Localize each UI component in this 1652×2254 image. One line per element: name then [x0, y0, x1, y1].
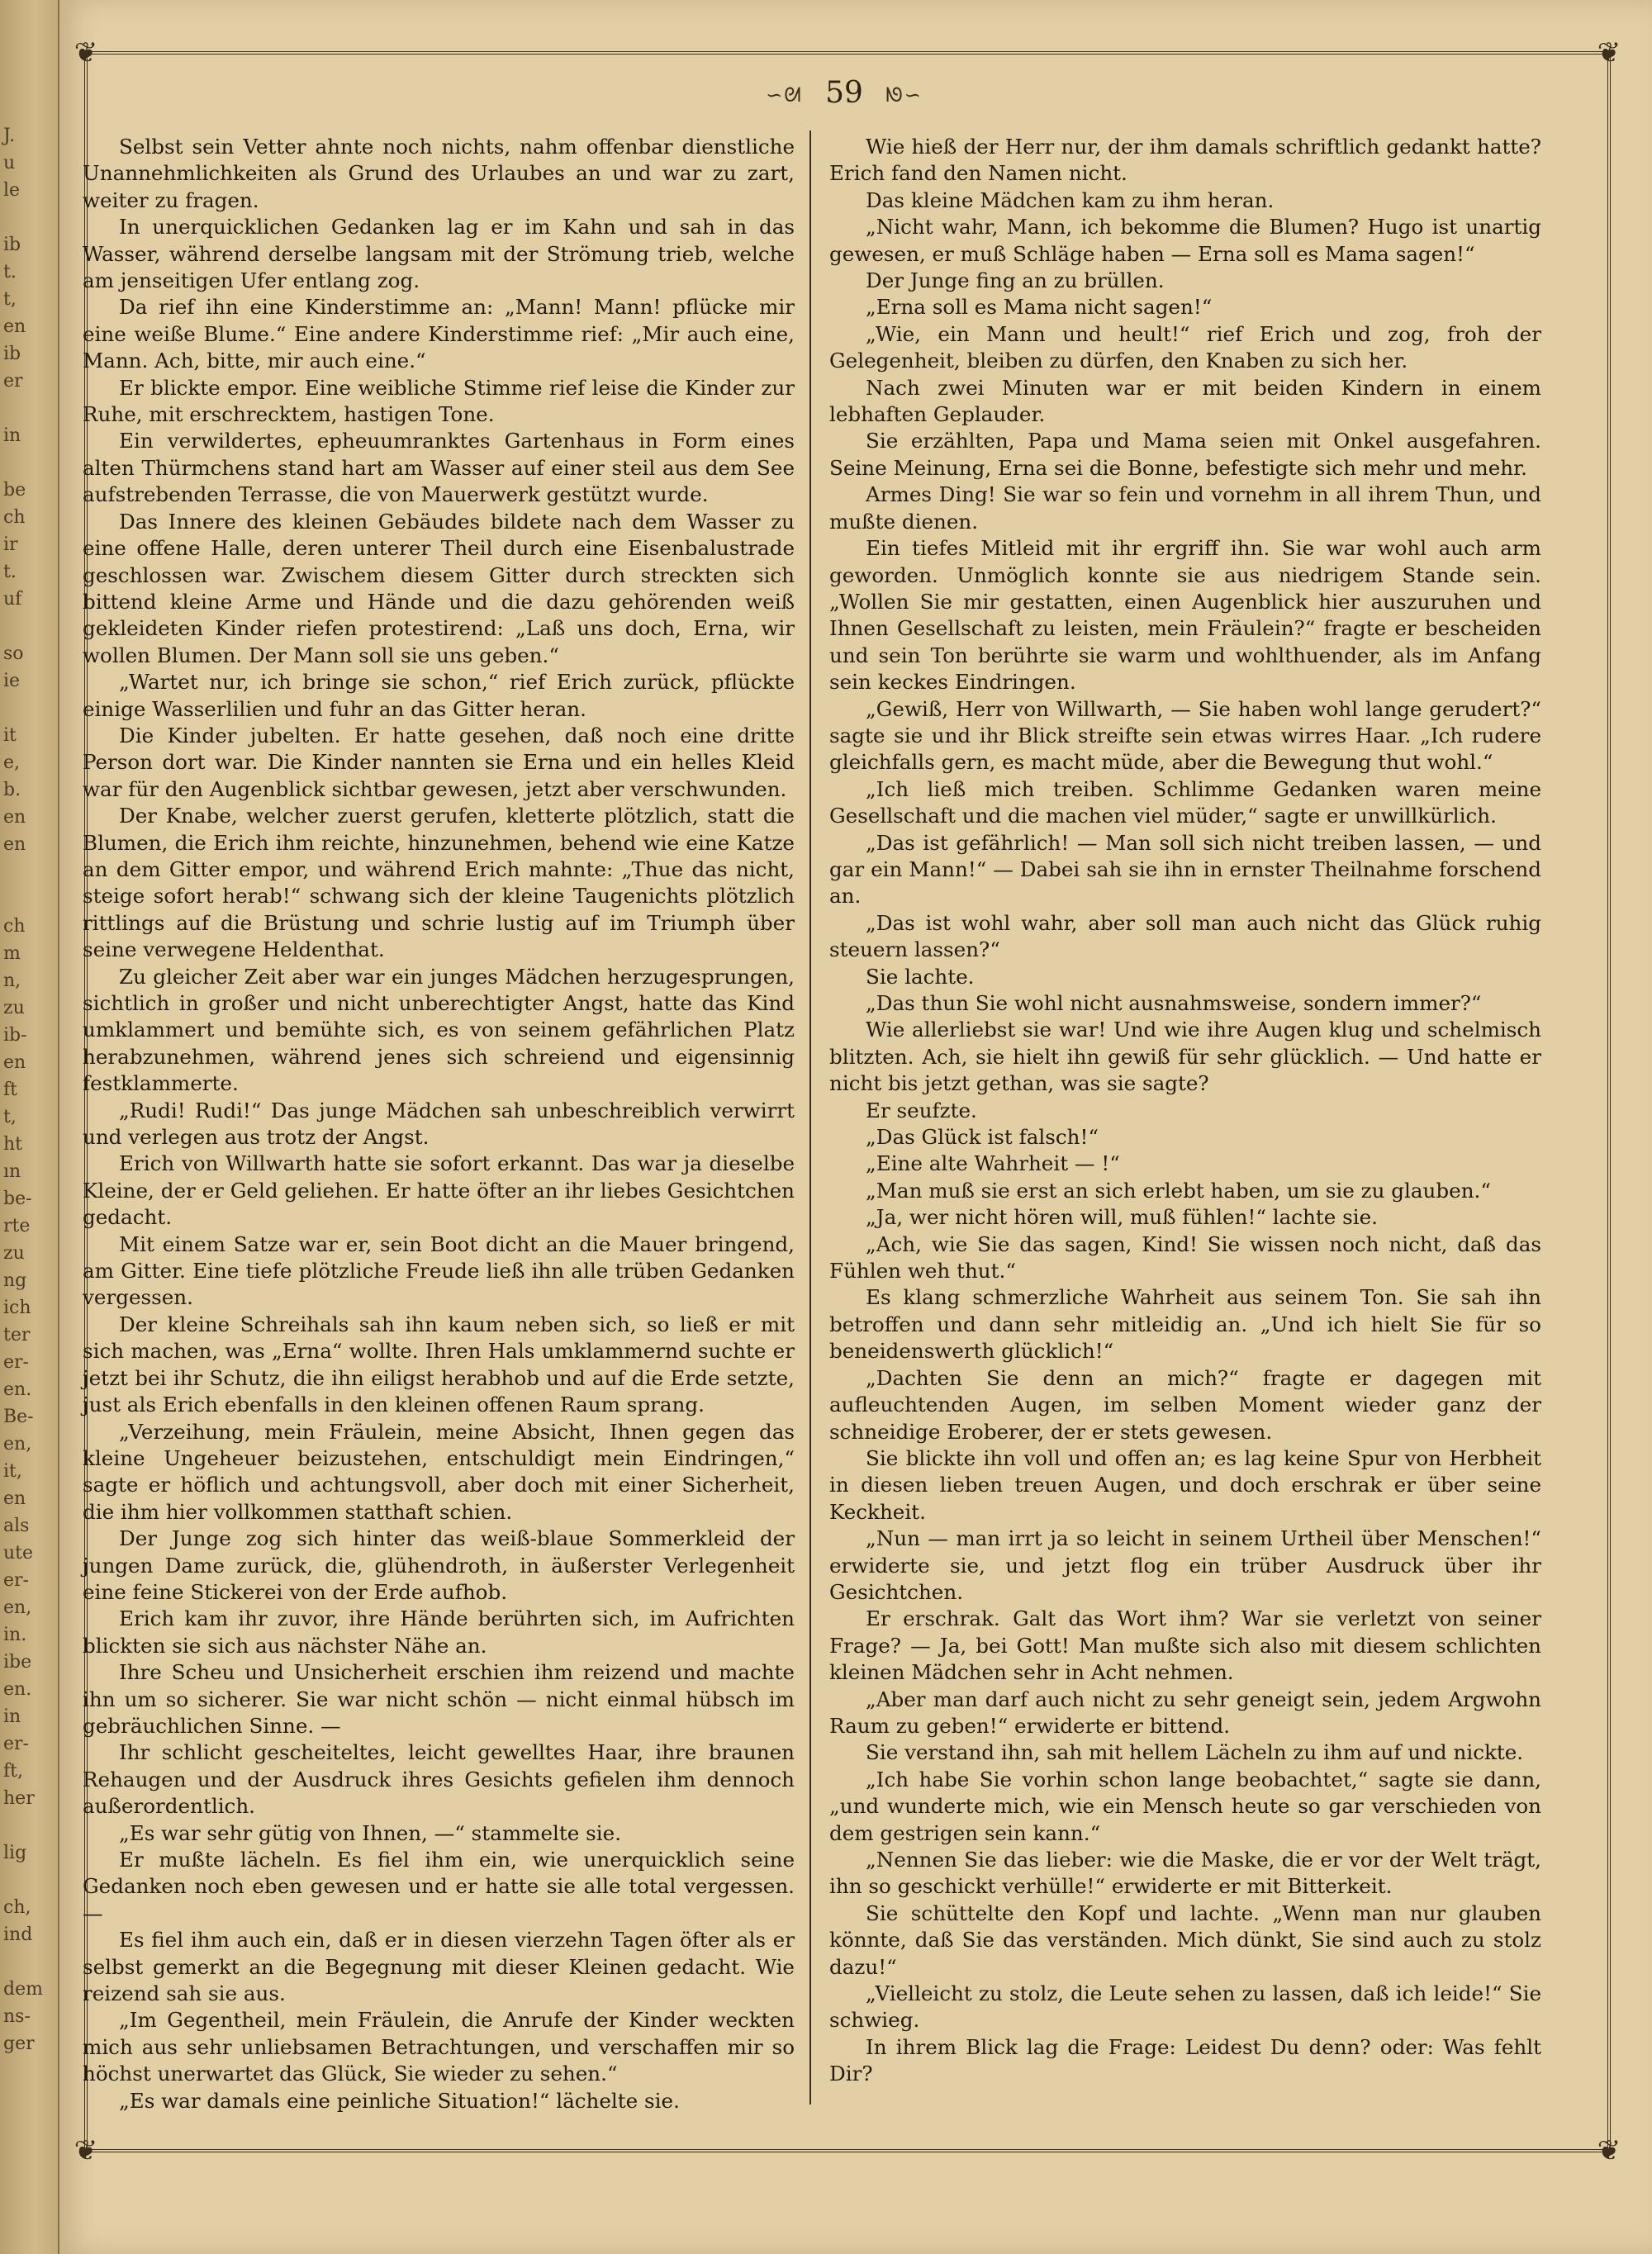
- paragraph: Mit einem Satze war er, sein Boot dicht an die Mauer bringend, am Gitter. Eine tiefe plötzliche Freude ließ ihn alle trüben Gedanken vergessen.: [83, 1231, 795, 1310]
- margin-fragment: ib: [3, 235, 21, 255]
- margin-fragment: u: [3, 153, 16, 173]
- paragraph: „Im Gegentheil, mein Fräulein, die Anrufe der Kinder weckten mich aus sehr unliebsamen Betrachtungen, und verschaffen mir so höchst unerwartet das Glück, Sie wieder zu sehen.“: [83, 2008, 795, 2086]
- margin-fragment: Be-: [3, 1407, 34, 1427]
- margin-fragment: rte: [3, 1216, 31, 1236]
- paragraph: Es klang schmerzliche Wahrheit aus seinem Ton. Sie sah ihn betroffen und dann sehr mitleidig an. „Und ich hielt Sie für so beneidenswerth glücklich!“: [829, 1285, 1541, 1364]
- ornament-left-icon: ∽ᘛ: [766, 83, 803, 107]
- paragraph: Ein tiefes Mitleid mit ihr ergriff ihn. Sie war wohl auch arm geworden. Unmöglich konnte sie aus niedrigem Stande sein. „Wollen Sie mir gestatten, einen Augenblick hier auszuruhen und Ihnen Gesellschaft zu leisten, mein Fräulein?“ fragte er bescheiden und sein Ton berührte sie warm und wohlthuender, als im Anfang sein keckes Eindringen.: [829, 536, 1541, 695]
- margin-fragment: lig: [3, 1843, 27, 1863]
- paragraph: „Eine alte Wahrheit — !“: [866, 1151, 1120, 1176]
- margin-fragment: en,: [3, 1597, 32, 1618]
- margin-fragment: en.: [3, 1679, 32, 1700]
- paragraph: Sie blickte ihn voll und offen an; es lag keine Spur von Herbheit in diesen lieben treuen Augen, und doch erschrak er über seine Keckheit.: [829, 1445, 1541, 1524]
- margin-fragment: ın: [3, 1161, 21, 1182]
- margin-fragment: t,: [3, 289, 17, 310]
- right-text-column: [829, 134, 1541, 2100]
- margin-fragment: le: [3, 180, 21, 201]
- paragraph: Der Junge zog sich hinter das weiß-blaue Sommerkleid der jungen Dame zurück, die, glühendroth, in äußerster Verlegenheit eine feine Stickerei von der Erde aufhob.: [83, 1526, 795, 1604]
- paragraph: „Vielleicht zu stolz, die Leute sehen zu lassen, daß ich leide!“ Sie schwieg.: [829, 1981, 1541, 2033]
- paragraph: Erich von Willwarth hatte sie sofort erkannt. Das war ja dieselbe Kleine, der er Geld geliehen. Er hatte öfter an ihr liebes Gesichtchen gedacht.: [83, 1151, 795, 1230]
- paragraph: Der kleine Schreihals sah ihn kaum neben sich, so ließ er mit sich machen, was „Erna“ wollte. Ihren Hals umklammernd suchte er jetzt bei ihr Schutz, die ihn eiligst herabhob und auf die Erde setzte, just als Erich ebenfalls in den kleinen offenen Raum sprang.: [83, 1312, 795, 1417]
- paragraph: „Nicht wahr, Mann, ich bekomme die Blumen? Hugo ist unartig gewesen, er muß Schläge haben — Erna soll es Mama sagen!“: [829, 215, 1541, 266]
- margin-fragment: ng: [3, 1270, 27, 1291]
- margin-fragment: ft: [3, 1080, 17, 1100]
- paragraph: Es fiel ihm auch ein, daß er in diesen vierzehn Tagen öfter als er selbst gemerkt an die Begegnung mit dieser Kleinen gedacht. Wie reizend sah sie aus.: [83, 1928, 795, 2006]
- paragraph: Nach zwei Minuten war er mit beiden Kindern in einem lebhaften Geplauder.: [829, 375, 1541, 427]
- paragraph: In unerquicklichen Gedanken lag er im Kahn und sah in das Wasser, während derselbe langsam mit der Strömung trieb, welche am jenseitigen Ufer entlang zog.: [83, 215, 795, 293]
- margin-fragment: er-: [3, 1734, 29, 1754]
- margin-fragment: en: [3, 834, 26, 855]
- paragraph: „Ja, wer nicht hören will, muß fühlen!“ lachte sie.: [866, 1205, 1378, 1230]
- margin-fragment: dem: [3, 1979, 43, 2000]
- margin-fragment: en: [3, 807, 26, 828]
- margin-fragment: ft,: [3, 1761, 23, 1782]
- paragraph: Erich kam ihr zuvor, ihre Hände berührten sich, im Aufrichten blickten sie sich aus nächster Nähe an.: [83, 1606, 795, 1658]
- paragraph: Da rief ihn eine Kinderstimme an: „Mann! Mann! pflücke mir eine weiße Blume.“ Eine andere Kinderstimme rief: „Mir auch eine, Mann. Ach, bitte, mir auch eine.“: [83, 295, 795, 373]
- paragraph: Ein verwildertes, epheuumranktes Gartenhaus in Form eines alten Thürmchens stand hart am Wasser auf einer steil aus dem See aufstrebenden Terrasse, die von Mauerwerk gestützt wurde.: [83, 429, 795, 507]
- margin-fragment: t.: [3, 262, 17, 282]
- corner-ornament-top-left: ❦: [74, 36, 98, 69]
- margin-fragment: b.: [3, 780, 21, 800]
- margin-fragment: it: [3, 725, 17, 746]
- margin-fragment: her: [3, 1788, 35, 1809]
- paragraph: „Rudi! Rudi!“ Das junge Mädchen sah unbeschreiblich verwirrt und verlegen aus trotz der Angst.: [83, 1098, 795, 1150]
- margin-fragment: zu: [3, 998, 25, 1018]
- margin-fragment: in: [3, 1706, 21, 1727]
- margin-fragment: er-: [3, 1570, 29, 1591]
- margin-fragment: ger: [3, 2033, 35, 2054]
- margin-fragment: en,: [3, 1434, 32, 1454]
- margin-fragment: ute: [3, 1543, 34, 1564]
- paragraph: „Es war damals eine peinliche Situation!“ lächelte sie.: [119, 2088, 680, 2113]
- margin-fragment: ch: [3, 507, 26, 528]
- paragraph: „Erna soll es Mama nicht sagen!“: [866, 295, 1213, 320]
- margin-fragment: be: [3, 480, 26, 501]
- paragraph: Der Knabe, welcher zuerst gerufen, kletterte plötzlich, statt die Blumen, die Erich ihm reichte, hinzunehmen, behend wie eine Katze an dem Gitter empor, und während Erich mahnte: „Thue das nicht, steige sofort herab!“ schwang sich der kleine Taugenichts plötzlich rittlings auf die Brüstung und schrie lustig auf im Triumph über seine verwegene Heldenthat.: [83, 804, 795, 962]
- margin-fragment: ht: [3, 1134, 23, 1155]
- paragraph: „Ich habe Sie vorhin schon lange beobachtet,“ sagte sie dann, „und wunderte mich, wie ein Mensch heute so gar verschieden von dem gestrigen sein kann.“: [829, 1767, 1541, 1845]
- margin-fragment: en: [3, 316, 26, 337]
- margin-fragment: ter: [3, 1325, 31, 1345]
- paragraph: „Ach, wie Sie das sagen, Kind! Sie wissen noch nicht, daß das Fühlen weh thut.“: [829, 1231, 1541, 1284]
- margin-fragment: in: [3, 425, 21, 446]
- margin-fragment: ind: [3, 1924, 33, 1945]
- paragraph: Er seufzte.: [866, 1098, 977, 1122]
- margin-fragment: n,: [3, 970, 21, 991]
- margin-fragment: e,: [3, 752, 21, 773]
- margin-fragment: zu: [3, 1243, 25, 1264]
- paragraph: Sie verstand ihn, sah mit hellem Lächeln zu ihm auf und nickte.: [866, 1740, 1524, 1765]
- margin-fragment: it,: [3, 1461, 22, 1482]
- margin-fragment: t,: [3, 1107, 17, 1127]
- margin-fragment: en: [3, 1052, 26, 1073]
- margin-fragment: be-: [3, 1189, 32, 1209]
- paragraph: Der Junge fing an zu brüllen.: [866, 268, 1165, 293]
- paragraph: In ihrem Blick lag die Frage: Leidest Du denn? oder: Was fehlt Dir?: [829, 2034, 1541, 2086]
- corner-ornament-top-right: ❦: [1597, 36, 1621, 69]
- paragraph: Das Innere des kleinen Gebäudes bildete nach dem Wasser zu eine offene Halle, deren unterer Theil durch eine Eisenbalustrade geschlossen war. Zwischem diesem Gitter durch streckten sich bittend kleine Arme und Hände und die dazu gehörenden weiß gekleideten Kinder riefen protestirend: „Laß uns doch, Erna, wir wollen Blumen. Der Mann soll sie uns geben.“: [83, 509, 795, 667]
- paragraph: Er erschrak. Galt das Wort ihm? War sie verletzt von seiner Frage? — Ja, bei Gott! Man mußte sich also mit diesem schlichten kleinen Mädchen sehr in Acht nehmen.: [829, 1606, 1541, 1685]
- margin-fragment: ich: [3, 1298, 31, 1318]
- paragraph: „Das Glück ist falsch!“: [866, 1125, 1099, 1150]
- paragraph: Ihre Scheu und Unsicherheit erschien ihm reizend und machte ihn um so sicherer. Sie war nicht schön — nicht einmal hübsch im gebräuchlichen Sinne. —: [83, 1660, 795, 1738]
- margin-fragment: ibe: [3, 1652, 32, 1673]
- margin-fragment: als: [3, 1516, 30, 1536]
- margin-fragment: en.: [3, 1379, 32, 1400]
- margin-fragment: ib: [3, 344, 21, 364]
- paragraph: „Ich ließ mich treiben. Schlimme Gedanken waren meine Gesellschaft und die machen viel müder,“ sagte er unwillkürlich.: [829, 776, 1541, 828]
- paragraph: „Man muß sie erst an sich erlebt haben, um sie zu glauben.“: [866, 1178, 1491, 1203]
- paragraph: Sie erzählten, Papa und Mama seien mit Onkel ausgefahren. Seine Meinung, Erna sei die Bonne, befestigte sich mehr und mehr.: [829, 429, 1541, 480]
- paragraph: „Es war sehr gütig von Ihnen, —“ stammelte sie.: [119, 1820, 622, 1845]
- corner-ornament-bottom-left: ❦: [74, 2134, 98, 2167]
- paragraph: „Das ist gefährlich! — Man soll sich nicht treiben lassen, — und gar ein Mann!“ — Dabei sah sie ihn in ernster Theilnahme forschend an.: [829, 830, 1541, 909]
- corner-ornament-bottom-right: ❦: [1597, 2134, 1621, 2167]
- margin-fragment: ns-: [3, 2006, 31, 2027]
- margin-fragment: in.: [3, 1625, 27, 1645]
- paragraph: Selbst sein Vetter ahnte noch nichts, nahm offenbar dienstliche Unannehmlichkeiten als Grund des Urlaubes an und war zu zart, weiter zu fragen.: [83, 135, 795, 212]
- margin-fragment: t.: [3, 562, 17, 582]
- paragraph: „Wie, ein Mann und heult!“ rief Erich und zog, froh der Gelegenheit, bleiben zu dürfen, den Knaben zu sich her.: [829, 321, 1541, 373]
- margin-fragment: er: [3, 371, 23, 391]
- paragraph: „Nennen Sie das lieber: wie die Maske, die er vor der Welt trägt, ihn so geschickt verhülle!“ erwiderte er mit Bitterkeit.: [829, 1848, 1541, 1899]
- paragraph: „Gewiß, Herr von Willwarth, — Sie haben wohl lange gerudert?“ sagte sie und ihr Blick streifte sein etwas wirres Haar. „Ich rudere gleichfalls gern, es macht müde, aber die Bewegung thut wohl.“: [829, 696, 1541, 775]
- paragraph: Sie schüttelte den Kopf und lachte. „Wenn man nur glauben könnte, daß Sie das verständen. Mich dünkt, Sie sind auch zu stolz dazu!“: [829, 1900, 1541, 1979]
- margin-fragment: m: [3, 943, 21, 964]
- margin-fragment: so: [3, 643, 24, 664]
- paragraph: „Aber man darf auch nicht zu sehr geneigt sein, jedem Argwohn Raum zu geben!“ erwiderte er bittend.: [829, 1687, 1541, 1738]
- ornament-right-icon: ᘚ∽: [885, 83, 923, 107]
- margin-fragment: ir: [3, 534, 18, 555]
- margin-fragment: ch: [3, 916, 26, 937]
- paragraph: Zu gleicher Zeit aber war ein junges Mädchen herzugesprungen, sichtlich in großer und nicht unberechtigter Angst, hatte das Kind umklammert und bemühte sich, es von seinem gefährlichen Platz herabzunehmen, während jenes sich schreiend und eigensinnig festklammerte.: [83, 964, 795, 1096]
- paragraph: „Nun — man irrt ja so leicht in seinem Urtheil über Menschen!“ erwiderte sie, und jetzt flog ein trüber Ausdruck über ihr Gesichtchen.: [829, 1526, 1541, 1604]
- margin-fragment: uf: [3, 589, 22, 610]
- paragraph: „Wartet nur, ich bringe sie schon,“ rief Erich zurück, pflückte einige Wasserlilien und fuhr an das Gitter heran.: [83, 670, 795, 721]
- page-number: 59: [825, 76, 863, 110]
- paragraph: Die Kinder jubelten. Er hatte gesehen, daß noch eine dritte Person dort war. Die Kinder nannten sie Erna und ein helles Kleid war für den Augenblick sichtbar gewesen, jetzt aber verschwunden.: [83, 723, 795, 801]
- paragraph: Ihr schlicht gescheiteltes, leicht gewelltes Haar, ihre braunen Rehaugen und der Ausdruck ihres Gesichts gefielen ihm dennoch außerordentlich.: [83, 1740, 795, 1819]
- paragraph: Wie hieß der Herr nur, der ihm damals schriftlich gedankt hatte? Erich fand den Namen nicht.: [829, 135, 1541, 186]
- previous-page-edge: [0, 0, 60, 2254]
- paragraph: Er blickte empor. Eine weibliche Stimme rief leise die Kinder zur Ruhe, mit erschrecktem, hastigen Tone.: [83, 375, 795, 427]
- paragraph: Armes Ding! Sie war so fein und vornehm in all ihrem Thun, und mußte dienen.: [829, 482, 1541, 534]
- paragraph: „Das ist wohl wahr, aber soll man auch nicht das Glück ruhig steuern lassen?“: [829, 910, 1541, 962]
- paragraph: Er mußte lächeln. Es fiel ihm ein, wie unerquicklich seine Gedanken noch eben gewesen und er hatte sie alle total vergessen. —: [83, 1848, 795, 1925]
- left-text-column: [83, 134, 795, 2113]
- paragraph: Wie allerliebst sie war! Und wie ihre Augen klug und schelmisch blitzten. Ach, sie hielt ihn gewiß für sehr glücklich. — Und hatte er nicht bis jetzt gethan, was sie sagte?: [829, 1018, 1541, 1096]
- paragraph: Das kleine Mädchen kam zu ihm heran.: [866, 187, 1275, 212]
- margin-fragment: ie: [3, 671, 21, 691]
- margin-fragment: er-: [3, 1352, 29, 1373]
- paragraph: „Das thun Sie wohl nicht ausnahmsweise, sondern immer?“: [866, 991, 1482, 1015]
- page: [59, 0, 1652, 2254]
- paragraph: Sie lachte.: [866, 964, 975, 989]
- paragraph: „Dachten Sie denn an mich?“ fragte er dagegen mit aufleuchtenden Augen, im selben Moment wieder ganz der schneidige Eroberer, der er stets gewesen.: [829, 1365, 1541, 1444]
- column-divider: [809, 130, 811, 2105]
- margin-fragment: ch,: [3, 1897, 31, 1918]
- margin-fragment: en: [3, 1488, 26, 1509]
- page-header: [638, 76, 1051, 117]
- margin-fragment: ib-: [3, 1025, 27, 1046]
- margin-fragment: J.: [3, 126, 16, 146]
- paragraph: „Verzeihung, mein Fräulein, meine Absicht, Ihnen gegen das kleine Ungeheuer beizustehen, entschuldigt mein Eindringen,“ sagte er höflich und achtungsvoll, aber doch mit einer Sicherheit, die ihm hier vollkommen statthaft schien.: [83, 1419, 795, 1524]
